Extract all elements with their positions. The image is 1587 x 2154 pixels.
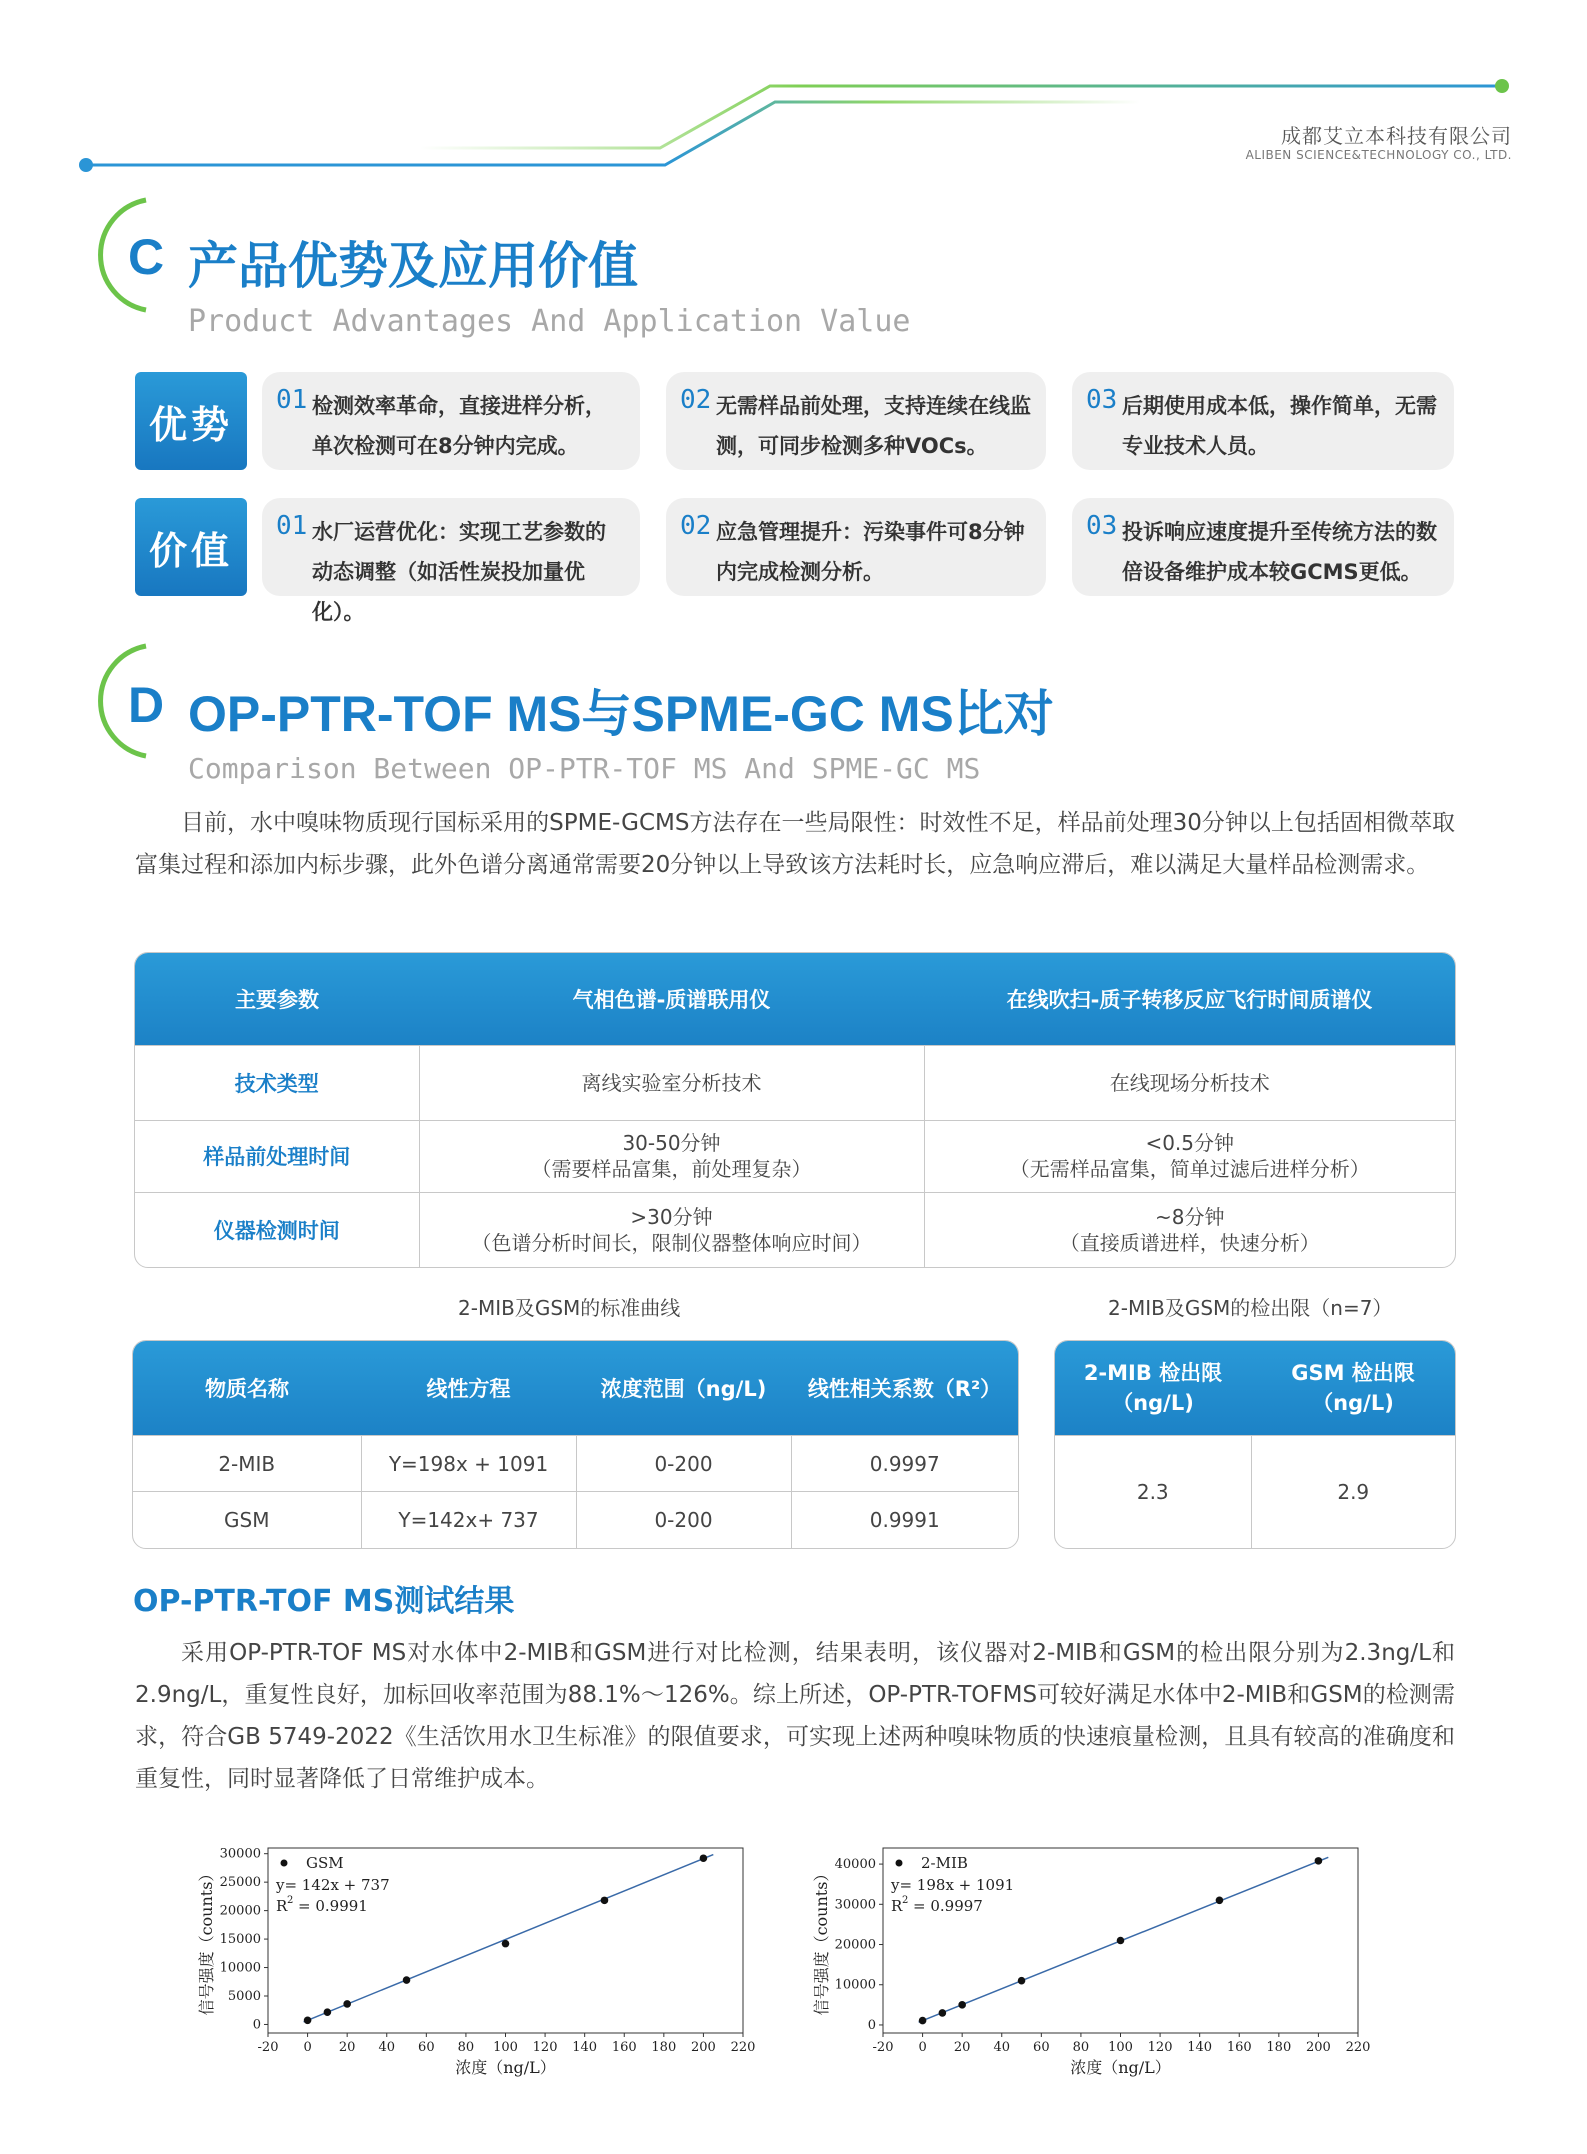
value-card-3 [1072, 498, 1454, 596]
y-tick-label: 10000 [834, 1977, 876, 1993]
comparison-table [134, 952, 1456, 1268]
y-tick-label: 25000 [219, 1875, 261, 1891]
range: 0-200 [576, 1492, 791, 1548]
ptr-value: ~8分钟 [1155, 1205, 1225, 1229]
data-point [700, 1854, 708, 1862]
section-c-letter: C [128, 229, 165, 285]
section-d-letter: D [128, 677, 165, 733]
y-tick-label: 10000 [219, 1960, 261, 1976]
header-dot-right [1495, 79, 1509, 93]
y-tick-label: 0 [867, 2017, 876, 2033]
data-point [324, 2008, 332, 2016]
data-point [1315, 1857, 1323, 1865]
lod-2mib: 2.3 [1055, 1435, 1251, 1548]
x-tick-label: 160 [1226, 2040, 1252, 2055]
y-tick-label: 30000 [834, 1897, 876, 1913]
x-tick-label: 0 [303, 2040, 312, 2055]
advantage-card-1 [262, 372, 640, 470]
gc-note: （色谱分析时间长，限制仪器整体响应时间） [471, 1231, 872, 1255]
legend-label: 2-MIB [921, 1854, 968, 1872]
y-tick-label: 20000 [834, 1937, 876, 1953]
data-point [304, 2016, 312, 2024]
y-tick-label: 30000 [219, 1846, 261, 1862]
param-cell: 样品前处理时间 [135, 1120, 419, 1192]
x-tick-label: 80 [1072, 2040, 1090, 2055]
data-point [939, 2009, 947, 2017]
table-header: 在线吹扫-质子转移反应飞行时间质谱仪 [924, 953, 1455, 1046]
card-text: 应急管理提升：污染事件可8分钟内完成检测分析。 [716, 520, 1025, 584]
advantage-card-2 [666, 372, 1046, 470]
table-header: GSM 检出限（ng/L) [1251, 1341, 1455, 1435]
table-row [135, 1046, 1455, 1120]
param-cell: 仪器检测时间 [135, 1193, 419, 1268]
card-text: 后期使用成本低，操作简单，无需专业技术人员。 [1122, 394, 1437, 458]
ptr-cell [924, 1193, 1455, 1268]
table-header: 主要参数 [135, 953, 419, 1046]
table-header: 2-MIB 检出限（ng/L) [1055, 1341, 1251, 1435]
x-tick-label: 140 [572, 2040, 598, 2055]
x-tick-label: 180 [1266, 2040, 1292, 2055]
curve-table-caption: 2-MIB及GSM的标准曲线 [458, 1296, 681, 1320]
y-axis-label: 信号强度（counts） [197, 1865, 216, 2016]
table-header: 线性相关系数（R²） [791, 1341, 1018, 1435]
mib-calibration-chart [805, 1838, 1385, 2078]
x-tick-label: 200 [1306, 2040, 1331, 2055]
legend-marker [896, 1860, 903, 1867]
company-name-cn: 成都艾立本科技有限公司 [1281, 124, 1512, 148]
x-tick-label: 60 [418, 2040, 435, 2055]
x-tick-label: -20 [872, 2040, 894, 2055]
x-tick-label: 160 [611, 2040, 637, 2055]
value-card-2 [666, 498, 1046, 596]
fit-equation: y= 142x + 737 [276, 1876, 390, 1894]
card-text: 投诉响应速度提升至传统方法的数倍设备维护成本较GCMS更低。 [1122, 520, 1437, 584]
data-point [403, 1976, 411, 1984]
x-tick-label: 120 [532, 2040, 558, 2055]
equation: Y=198x + 1091 [361, 1435, 576, 1491]
data-point [502, 1940, 510, 1948]
card-number: 01 [276, 511, 308, 541]
fit-equation: y= 198x + 1091 [891, 1876, 1015, 1894]
section-c-subtitle: Product Advantages And Application Value [188, 304, 911, 339]
table-header: 物质名称 [133, 1341, 361, 1435]
card-number: 01 [276, 385, 308, 415]
y-tick-label: 0 [252, 2017, 261, 2033]
r2-symbol: R [276, 1897, 288, 1915]
card-text: 检测效率革命，直接进样分析，单次检测可在8分钟内完成。 [312, 394, 606, 458]
table-row [133, 1435, 1018, 1491]
table-header: 气相色谱-质谱联用仪 [419, 953, 924, 1046]
ptr-value: <0.5分钟 [1145, 1131, 1235, 1156]
r2-superscript: 2 [902, 1895, 909, 1906]
results-paragraph: 采用OP-PTR-TOF MS对水体中2-MIB和GSM进行对比检测，结果表明，该仪器对2-MIB和GSM的检出限分别为2.3ng/L和2.9ng/L，重复性良好，加标回收率范围为88.1%～126%。综上所述，OP-PTR-TOFMS可较好满足水体中2-MIB和GSM的检测需求，符合GB 5749-2022《生活饮用水卫生标准》的限值要求，可实现上述两种嗅味物质的快速痕量检测，且具有较高的准确度和重复性，同时显著降低了日常维护成本。 [135, 1640, 1455, 1792]
card-text: 无需样品前处理，支持连续在线监测，可同步检测多种VOCs。 [716, 394, 1031, 458]
data-point [1117, 1937, 1125, 1945]
range: 0-200 [576, 1435, 791, 1491]
data-point [343, 2000, 351, 2008]
card-text: 水厂运营优化：实现工艺参数的动态调整（如活性炭投加量优化）。 [312, 520, 606, 624]
gc-note: （需要样品富集，前处理复杂） [531, 1157, 812, 1182]
detection-limit-table [1054, 1340, 1456, 1549]
header-dot-left [79, 158, 93, 172]
card-number: 02 [680, 385, 712, 415]
x-tick-label: 220 [1345, 2040, 1371, 2055]
lod-table-caption: 2-MIB及GSM的检出限（n=7） [1108, 1296, 1393, 1320]
y-axis-label: 信号强度（counts） [812, 1865, 831, 2016]
r2-value: = 0.9991 [298, 1897, 368, 1915]
ptr-value: 在线现场分析技术 [1109, 1070, 1270, 1095]
table-row [1055, 1435, 1455, 1548]
advantages-label: 优势 [135, 372, 247, 470]
advantage-card-3 [1072, 372, 1454, 470]
x-axis-label: 浓度（ng/L） [1070, 2058, 1171, 2077]
x-tick-label: 80 [457, 2040, 475, 2055]
section-d-subtitle: Comparison Between OP-PTR-TOF MS And SPME-GC MS [188, 752, 981, 785]
x-tick-label: 100 [493, 2040, 518, 2055]
x-tick-label: 40 [378, 2040, 396, 2055]
data-point [601, 1897, 609, 1905]
ptr-cell [924, 1046, 1455, 1120]
table-row [135, 1120, 1455, 1192]
x-tick-label: 140 [1187, 2040, 1213, 2055]
section-d-title: OP-PTR-TOF MS与SPME-GC MS比对 [188, 686, 1054, 742]
equation: Y=142x+ 737 [361, 1492, 576, 1548]
gc-value: >30分钟 [630, 1205, 713, 1229]
y-tick-label: 5000 [227, 1989, 261, 2004]
lod-gsm: 2.9 [1251, 1435, 1455, 1548]
x-tick-label: 220 [730, 2040, 756, 2055]
substance-name: GSM [133, 1492, 361, 1548]
section-c-title: 产品优势及应用价值 [188, 237, 638, 295]
legend-marker [281, 1860, 288, 1867]
r2-symbol: R [891, 1897, 903, 1915]
r2-value: = 0.9997 [913, 1897, 983, 1915]
substance-name: 2-MIB [133, 1435, 361, 1491]
x-tick-label: 40 [993, 2040, 1011, 2055]
gc-cell [419, 1046, 924, 1120]
x-tick-label: 200 [691, 2040, 716, 2055]
x-tick-label: 180 [651, 2040, 677, 2055]
x-tick-label: 20 [953, 2040, 971, 2055]
standard-curve-table [132, 1340, 1019, 1549]
ptr-cell [924, 1120, 1455, 1192]
company-name-en: ALIBEN SCIENCE&TECHNOLOGY CO., LTD. [1245, 148, 1512, 162]
x-axis-label: 浓度（ng/L） [455, 2058, 556, 2077]
gc-cell [419, 1193, 924, 1268]
results-heading: OP-PTR-TOF MS测试结果 [133, 1584, 515, 1619]
r2: 0.9997 [791, 1435, 1018, 1491]
card-number: 03 [1086, 511, 1118, 541]
data-point [919, 2017, 927, 2025]
data-point [958, 2001, 966, 2009]
x-tick-label: 60 [1033, 2040, 1050, 2055]
r2: 0.9991 [791, 1492, 1018, 1548]
intro-paragraph: 目前，水中嗅味物质现行国标采用的SPME-GCMS方法存在一些局限性：时效性不足，样品前处理30分钟以上包括固相微萃取富集过程和添加内标步骤，此外色谱分离通常需要20分钟以上导致该方法耗时长，应急响应滞后，难以满足大量样品检测需求。 [135, 810, 1455, 878]
x-tick-label: 0 [918, 2040, 927, 2055]
r2-superscript: 2 [287, 1895, 294, 1906]
gc-cell [419, 1120, 924, 1192]
ptr-note: （直接质谱进样，快速分析） [1059, 1231, 1320, 1255]
gc-value: 离线实验室分析技术 [581, 1070, 762, 1095]
card-number: 02 [680, 511, 712, 541]
table-header: 浓度范围（ng/L) [576, 1341, 791, 1435]
table-row [133, 1492, 1018, 1548]
y-tick-label: 20000 [219, 1903, 261, 1919]
value-card-1 [262, 498, 640, 624]
legend-label: GSM [306, 1854, 344, 1872]
x-tick-label: -20 [257, 2040, 279, 2055]
card-number: 03 [1086, 385, 1118, 415]
data-point [1018, 1977, 1026, 1985]
y-tick-label: 40000 [834, 1857, 876, 1873]
gsm-calibration-chart [190, 1838, 770, 2078]
values-label: 价值 [135, 498, 247, 596]
gc-value: 30-50分钟 [622, 1131, 721, 1156]
x-tick-label: 100 [1108, 2040, 1133, 2055]
x-tick-label: 120 [1147, 2040, 1173, 2055]
param-cell: 技术类型 [135, 1046, 419, 1120]
x-tick-label: 20 [338, 2040, 356, 2055]
data-point [1216, 1896, 1224, 1904]
table-header: 线性方程 [361, 1341, 576, 1435]
y-tick-label: 15000 [219, 1932, 261, 1948]
table-row [135, 1193, 1455, 1268]
ptr-note: （无需样品富集，简单过滤后进样分析） [1009, 1157, 1370, 1182]
